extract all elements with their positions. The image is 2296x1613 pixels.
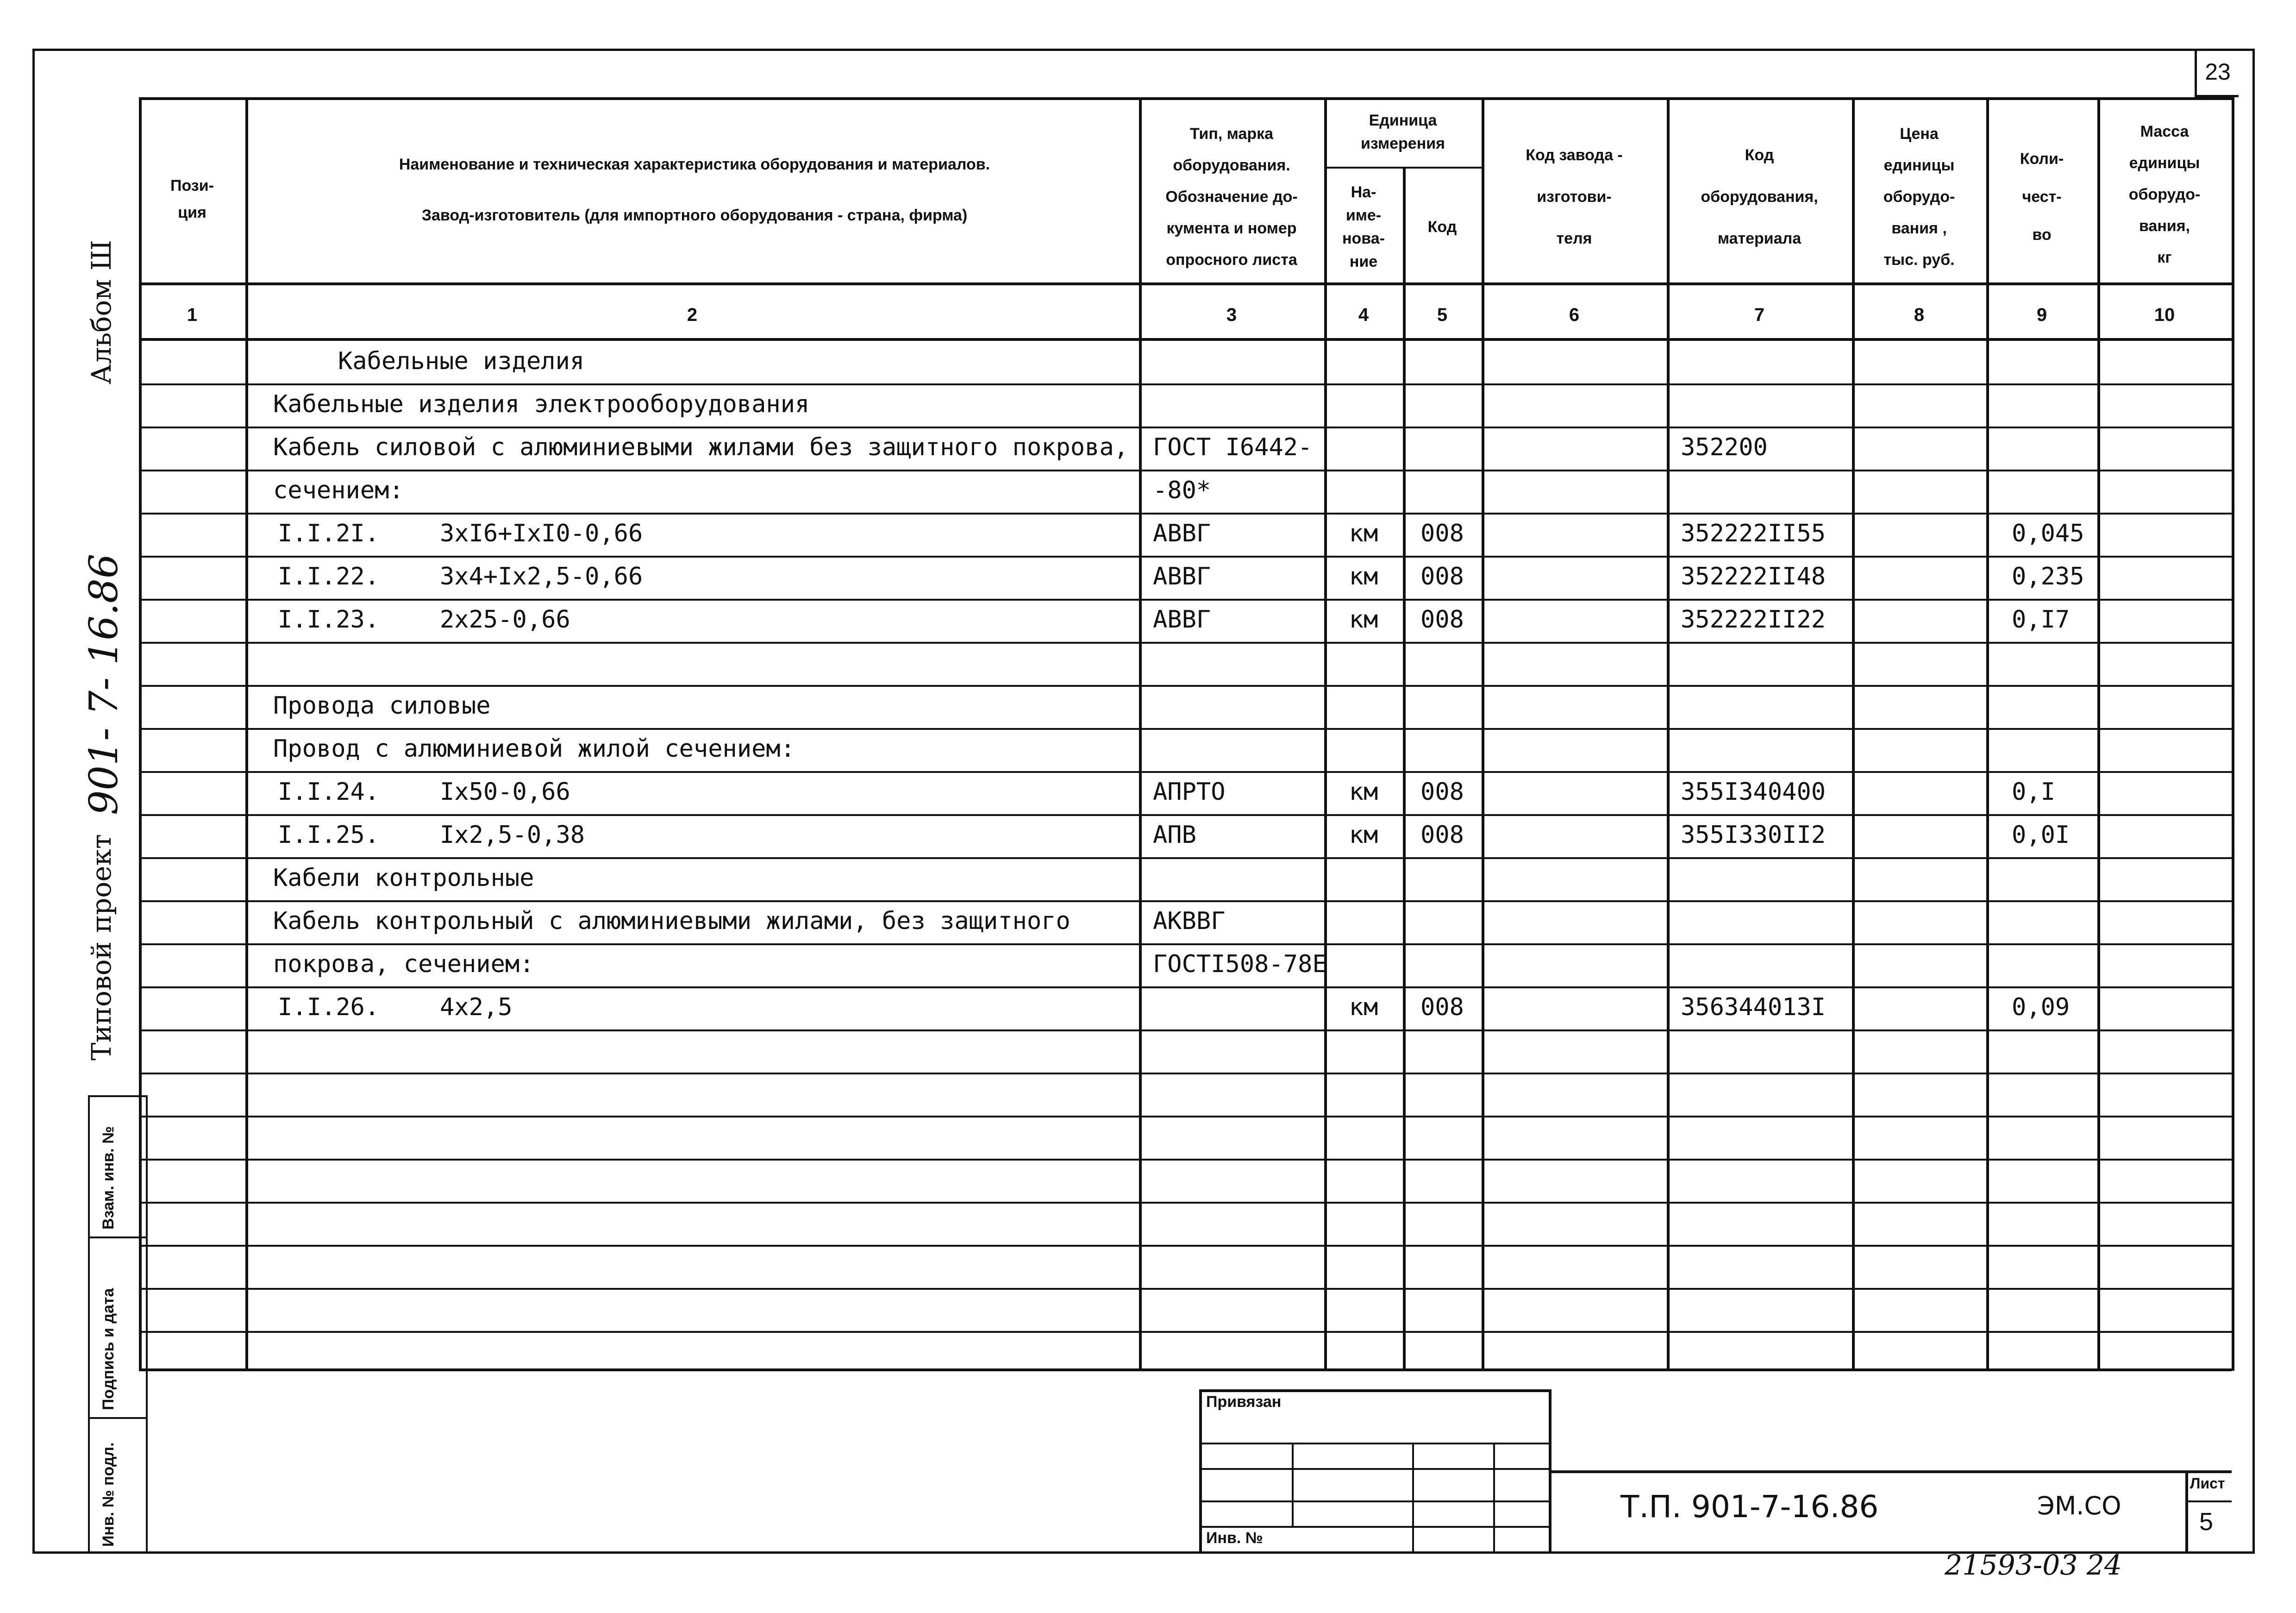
- row-equipment-code: 355I340400: [1681, 778, 1826, 806]
- col-number-2: 2: [687, 305, 698, 325]
- row-type: АВВГ: [1153, 563, 1211, 590]
- row-quantity: 0,0I: [2012, 821, 2070, 849]
- header-equipment-code: Код оборудования, материала: [1701, 146, 1818, 247]
- row-description: 3x4+Ix2,5-0,66: [440, 563, 643, 590]
- stamp-privyazan: Привязан: [1206, 1393, 1282, 1411]
- row-unit-code: 008: [1420, 821, 1464, 849]
- row-equipment-code: 352222II48: [1681, 563, 1826, 590]
- row-description: Кабель контрольный с алюминиевыми жилами, без защитного: [273, 907, 1070, 935]
- row-unit-code: 008: [1420, 993, 1464, 1021]
- row-description: 4x2,5: [440, 993, 513, 1021]
- header-unit-group: Единица измерения: [1361, 112, 1445, 152]
- row-position: I.I.26.: [278, 993, 380, 1021]
- row-type: ГОСТI508-78Е: [1153, 950, 1327, 978]
- col-number-8: 8: [1914, 305, 1925, 325]
- row-description: 2x25-0,66: [440, 606, 570, 634]
- row-unit-name: км: [1349, 520, 1378, 547]
- row-quantity: 0,I7: [2012, 606, 2070, 634]
- row-type: АПВ: [1153, 821, 1196, 849]
- col-number-1: 1: [187, 305, 198, 325]
- col-number-5: 5: [1437, 305, 1448, 325]
- header-unit-name: На- име- нова- ние: [1342, 183, 1385, 270]
- header-mass: Масса единицы оборудо- вания, кг: [2128, 123, 2201, 266]
- row-description: сечением:: [273, 477, 404, 504]
- row-equipment-code: 356344013I: [1681, 993, 1826, 1021]
- row-type: АКВВГ: [1153, 907, 1226, 935]
- row-unit-code: 008: [1420, 520, 1464, 547]
- col-number-10: 10: [2154, 305, 2175, 325]
- row-unit-name: км: [1349, 993, 1378, 1021]
- col-number-7: 7: [1754, 305, 1765, 325]
- row-description: Кабельные изделия: [338, 347, 585, 375]
- side-label-signature-date: Подпись и дата: [100, 1288, 117, 1410]
- row-description: Ix50-0,66: [440, 778, 570, 806]
- row-equipment-code: 352222II55: [1681, 520, 1826, 547]
- row-description: 3xI6+IxI0-0,66: [440, 520, 643, 547]
- row-description: Кабель силовой с алюминиевыми жилами без защитного покрова,: [273, 433, 1129, 461]
- header-quantity: Коли- чест- во: [2020, 150, 2064, 244]
- row-position: I.I.24.: [278, 778, 380, 806]
- row-type: ГОСТ I6442-: [1153, 433, 1313, 461]
- doc-code: Т.П. 901-7-16.86: [1620, 1489, 1879, 1525]
- row-quantity: 0,045: [2012, 520, 2084, 547]
- col-number-3: 3: [1226, 305, 1237, 325]
- row-description: Кабели контрольные: [273, 864, 534, 892]
- row-position: I.I.23.: [278, 606, 380, 634]
- list-label: Лист: [2190, 1475, 2225, 1492]
- row-position: I.I.22.: [278, 563, 380, 590]
- side-label-inv-vzam: Взам. инв. №: [100, 1126, 117, 1230]
- row-description: покрова, сечением:: [273, 950, 534, 978]
- row-description: Провод с алюминиевой жилой сечением:: [273, 735, 795, 763]
- row-type: АВВГ: [1153, 520, 1211, 547]
- footer-handwritten-number: 21593-03 24: [1945, 1549, 2122, 1582]
- row-unit-name: км: [1349, 778, 1378, 806]
- stamp-inv-no: Инв. №: [1206, 1529, 1263, 1547]
- col-number-4: 4: [1358, 305, 1369, 325]
- side-label-typical-project: Типовой проект: [86, 834, 117, 1061]
- row-type: АПРТО: [1153, 778, 1226, 806]
- row-equipment-code: 352222II22: [1681, 606, 1826, 634]
- row-quantity: 0,235: [2012, 563, 2084, 590]
- row-description: Кабельные изделия электрооборудования: [273, 390, 810, 418]
- row-type: АВВГ: [1153, 606, 1211, 634]
- col-number-9: 9: [2036, 305, 2047, 325]
- side-label-inv-podl: Инв. № подл.: [100, 1442, 117, 1547]
- row-position: I.I.2I.: [278, 520, 380, 547]
- row-unit-name: км: [1349, 821, 1378, 849]
- side-label-project-handwritten: 901- 7- 16.86: [81, 553, 126, 815]
- row-description: Ix2,5-0,38: [440, 821, 585, 849]
- header-price: Цена единицы оборудо- вания , тыс. руб.: [1883, 125, 1955, 269]
- side-label-album: Альбом Ш: [86, 240, 117, 384]
- col-number-6: 6: [1569, 305, 1580, 325]
- header-name: Наименование и техническая характеристика оборудования и материалов. Завод-изготовитель (для импортного оборудования - страна, фирма): [399, 156, 990, 224]
- row-unit-code: 008: [1420, 563, 1464, 590]
- row-equipment-code: 352200: [1681, 433, 1768, 461]
- row-description: Провода силовые: [273, 692, 491, 720]
- header-manufacturer-code: Код завода - изготови- теля: [1526, 146, 1623, 247]
- header-type: Тип, марка оборудования. Обозначение до- кумента и номер опросного листа: [1165, 125, 1298, 269]
- row-type: -80*: [1153, 477, 1211, 504]
- row-unit-name: км: [1349, 606, 1378, 634]
- row-quantity: 0,09: [2012, 993, 2070, 1021]
- list-number: 5: [2199, 1508, 2214, 1536]
- row-unit-code: 008: [1420, 778, 1464, 806]
- doc-mark: ЭМ.СО: [2037, 1491, 2121, 1520]
- header-unit-code: Код: [1427, 218, 1457, 236]
- row-unit-code: 008: [1420, 606, 1464, 634]
- row-quantity: 0,I: [2012, 778, 2055, 806]
- sheet-number-top: 23: [2195, 49, 2239, 97]
- row-equipment-code: 355I330II2: [1681, 821, 1826, 849]
- row-unit-name: км: [1349, 563, 1378, 590]
- header-position: Пози- ция: [170, 177, 214, 221]
- row-position: I.I.25.: [278, 821, 380, 849]
